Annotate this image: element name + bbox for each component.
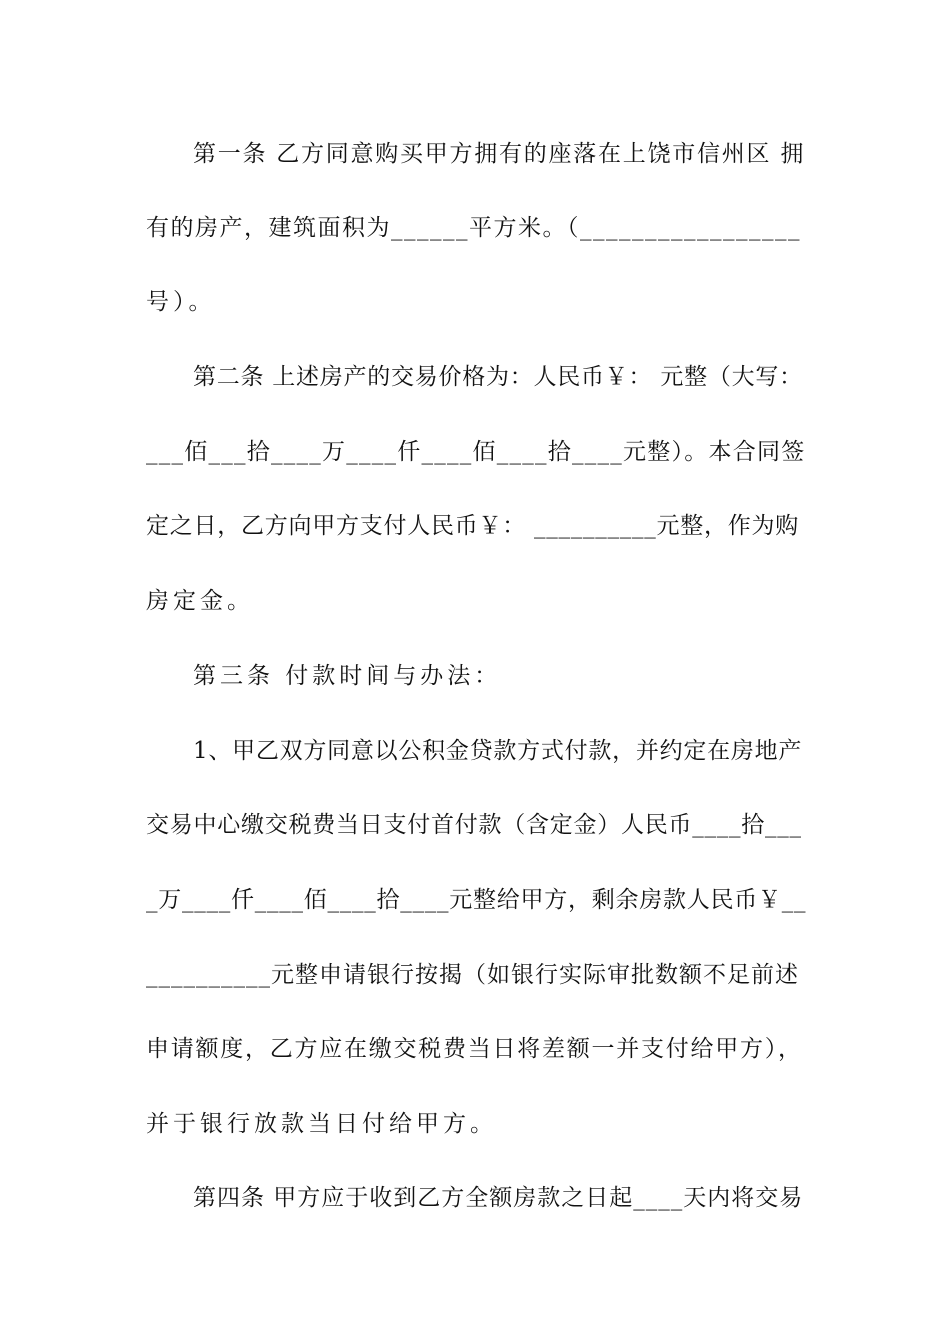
article-3-clause-1-line-3: _万____仟____佰____拾____元整给甲方，剩余房款人民币￥__: [146, 887, 806, 913]
article-2-line-1: 第二条 上述房产的交易价格为：人民币￥： 元整（大写：: [193, 364, 803, 390]
article-3-clause-1-line-2: 交易中心缴交税费当日支付首付款（含定金）人民币____拾___: [146, 812, 802, 838]
article-3-clause-1-line-4: __________元整申请银行按揭（如银行实际审批数额不足前述: [146, 962, 799, 988]
article-3-heading: 第三条 付款时间与办法：: [193, 663, 502, 689]
article-2-line-2: ___佰___拾____万____仟____佰____拾____元整）。本合同签: [146, 439, 806, 465]
article-2-line-4: 房定金。: [146, 588, 254, 614]
article-3-clause-1-line-5: 申请额度，乙方应在缴交税费当日将差额一并支付给甲方），: [146, 1036, 803, 1062]
article-3-clause-1-line-6: 并于银行放款当日付给甲方。: [146, 1111, 497, 1137]
article-1-line-2: 有的房产，建筑面积为______平方米。（_________________: [146, 215, 801, 241]
article-2-line-3: 定之日，乙方向甲方支付人民币￥： __________元整，作为购: [146, 513, 800, 539]
article-4-line-1: 第四条 甲方应于收到乙方全额房款之日起____天内将交易: [193, 1185, 804, 1211]
article-1-line-1: 第一条 乙方同意购买甲方拥有的座落在上饶市信州区 拥: [193, 141, 806, 167]
article-3-clause-1-line-1: 1、甲乙双方同意以公积金贷款方式付款，并约定在房地产: [193, 738, 803, 764]
article-1-line-3: 号）。: [146, 289, 216, 315]
